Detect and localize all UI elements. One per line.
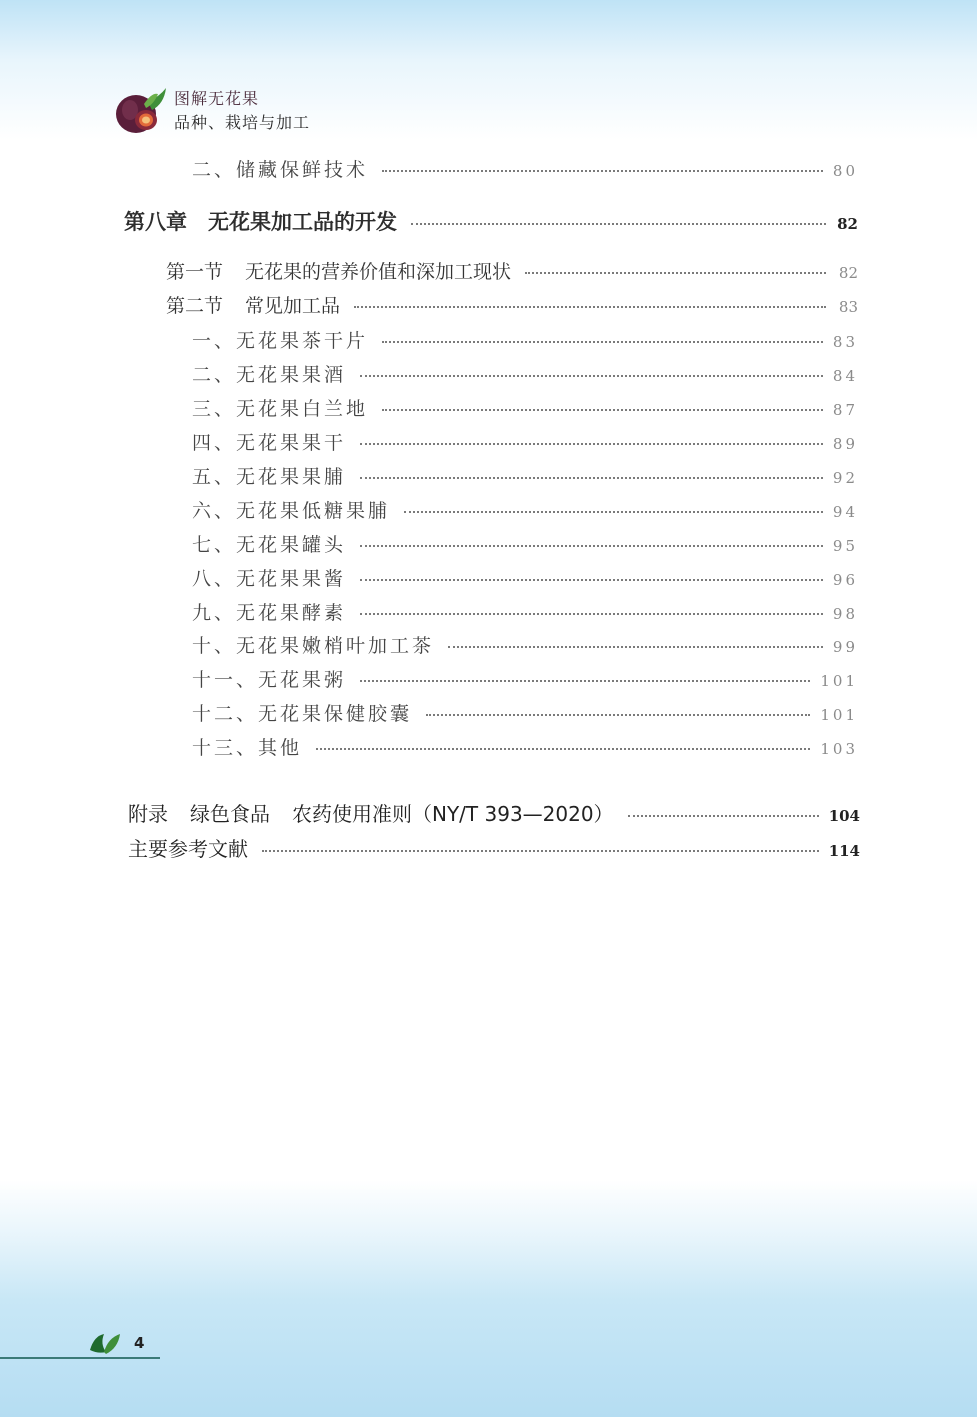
- toc-entry-label: 二、储藏保鲜技术: [192, 159, 369, 181]
- toc-entry-page: 82: [838, 264, 858, 282]
- toc-entry[interactable]: [192, 631, 858, 658]
- toc-entry[interactable]: [192, 598, 858, 625]
- dotted-leader: [360, 545, 823, 547]
- toc-entry[interactable]: [192, 462, 858, 489]
- toc-chapter-label: 第八章 无花果加工品的开发: [124, 210, 397, 234]
- toc-entry[interactable]: [192, 428, 858, 455]
- section-number: 第二节: [166, 295, 224, 317]
- section-title: 常见加工品: [245, 295, 341, 317]
- toc-entry-page: 99: [832, 638, 858, 656]
- toc-entry-label: 十、无花果嫩梢叶加工茶: [192, 635, 435, 657]
- toc-entry[interactable]: [192, 394, 858, 421]
- toc-entry-page: 82: [837, 215, 858, 233]
- toc-entry-page: 104: [828, 807, 860, 825]
- footer-rule: [0, 1357, 160, 1359]
- dotted-leader: [404, 511, 823, 513]
- toc-section-entry[interactable]: [166, 291, 858, 318]
- dotted-leader: [448, 646, 823, 648]
- toc-entry[interactable]: [192, 360, 858, 387]
- toc-references-entry[interactable]: [128, 833, 860, 862]
- toc-entry-page: 101: [820, 706, 858, 724]
- toc-entry-label: 五、无花果果脯: [192, 466, 347, 488]
- dotted-leader: [360, 477, 823, 479]
- toc-entry-page: 80: [832, 162, 858, 180]
- toc-entry-page: 84: [832, 367, 858, 385]
- dotted-leader: [360, 579, 823, 581]
- toc-entry-label: 四、无花果果干: [192, 432, 347, 454]
- fig-logo-icon: [108, 82, 170, 136]
- toc-entry[interactable]: [192, 665, 858, 692]
- toc-entry-page: 87: [832, 401, 858, 419]
- toc-entry-page: 101: [820, 672, 858, 690]
- dotted-leader: [382, 409, 823, 411]
- dotted-leader: [262, 850, 819, 852]
- toc-entry-label: 六、无花果低糖果脯: [192, 500, 391, 522]
- toc-entry-label: 九、无花果酵素: [192, 602, 347, 624]
- dotted-leader: [354, 306, 826, 308]
- toc-entry[interactable]: [192, 733, 858, 760]
- appendix-title-b: 农药使用准则（NY/T 393—2020）: [292, 802, 614, 826]
- toc-references-label: 主要参考文献: [128, 837, 248, 861]
- dotted-leader: [360, 443, 823, 445]
- toc-entry[interactable]: [192, 530, 858, 557]
- dotted-leader: [525, 272, 826, 274]
- dotted-leader: [382, 170, 823, 172]
- toc-entry-label: 二、无花果果酒: [192, 364, 347, 386]
- page-number: 4: [134, 1334, 145, 1352]
- toc-entry-label: 一、无花果茶干片: [192, 330, 369, 352]
- toc-entry-label: 八、无花果果酱: [192, 568, 347, 590]
- appendix-title-a: 绿色食品: [190, 802, 270, 826]
- toc-entry[interactable]: [192, 699, 858, 726]
- dotted-leader: [382, 341, 823, 343]
- dotted-leader: [628, 815, 819, 817]
- toc-entry-page: 103: [820, 740, 858, 758]
- toc-entry[interactable]: [192, 326, 858, 353]
- toc-section-label: [166, 257, 511, 284]
- dotted-leader: [360, 680, 810, 682]
- toc-appendix-entry[interactable]: [128, 798, 860, 827]
- toc-entry-label: 三、无花果白兰地: [192, 398, 369, 420]
- toc-entry-page: 98: [832, 605, 858, 623]
- toc-entry-label: 七、无花果罐头: [192, 534, 347, 556]
- toc-section-entry[interactable]: [166, 257, 858, 284]
- toc-entry-label: 十二、无花果保健胶囊: [192, 703, 413, 725]
- toc-appendix-label: [128, 798, 614, 827]
- book-header: [108, 80, 368, 140]
- toc-chapter-entry[interactable]: [124, 206, 858, 236]
- toc-entry-page: 96: [832, 571, 858, 589]
- appendix-number: 附录: [128, 802, 168, 826]
- toc-entry-page: 92: [832, 469, 858, 487]
- toc-entry[interactable]: [192, 155, 858, 182]
- toc-entry-label: 十一、无花果粥: [192, 669, 347, 691]
- dotted-leader: [411, 223, 826, 225]
- dotted-leader: [426, 714, 810, 716]
- toc-entry[interactable]: [192, 564, 858, 591]
- toc-entry-label: 十三、其他: [192, 737, 303, 759]
- book-subtitle: 品种、栽培与加工: [174, 113, 311, 132]
- section-title: 无花果的营养价值和深加工现状: [245, 261, 512, 283]
- dotted-leader: [360, 375, 823, 377]
- dotted-leader: [316, 748, 810, 750]
- toc-entry-page: 94: [832, 503, 858, 521]
- toc-section-label: [166, 291, 340, 318]
- toc-entry-page: 83: [832, 333, 858, 351]
- toc-entry[interactable]: [192, 496, 858, 523]
- toc-entry-page: 95: [832, 537, 858, 555]
- toc-entry-page: 83: [838, 298, 858, 316]
- dotted-leader: [360, 613, 823, 615]
- toc-entry-page: 89: [832, 435, 858, 453]
- book-series-title: 图解无花果: [174, 89, 260, 108]
- section-number: 第一节: [166, 261, 224, 283]
- toc-entry-page: 114: [828, 842, 860, 860]
- leaf-icon: [88, 1330, 122, 1356]
